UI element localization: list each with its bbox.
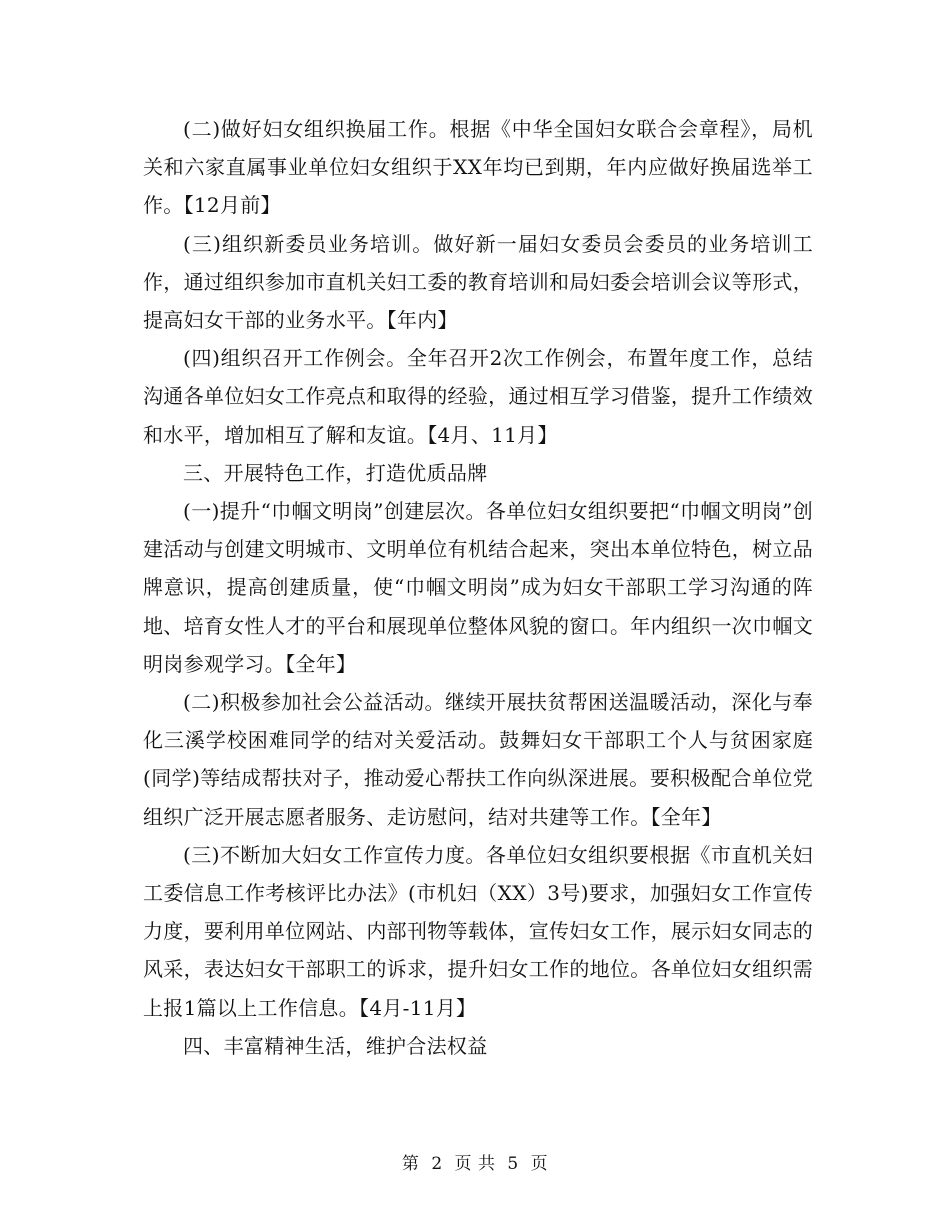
paragraph-section-3-item-1: (一)提升“巾帼文明岗”创建层次。各单位妇女组织要把“巾帼文明岗”创建活动与创建文明城市、文明单位有机结合起来，突出本单位特色，树立品牌意识，提高创建质量，使“巾帼文明岗”成为妇女干部职工学习沟通的阵地、培育女性人才的平台和展现单位整体风貌的窗口。年内组织一次巾帼文明岗参观学习。【全年】: [143, 499, 813, 676]
footer-total-pages: 5: [507, 1154, 519, 1174]
document-body: [143, 110, 813, 1065]
footer-suffix: 页: [530, 1154, 549, 1174]
page-footer: [0, 1152, 950, 1176]
paragraph-section-2-item-2: (二)做好妇女组织换届工作。根据《中华全国妇女联合会章程》，局机关和六家直属事业单位妇女组织于XX年均已到期，年内应做好换届选举工作。【12月前】: [143, 117, 813, 218]
paragraph-section-3-item-3: (三)不断加大妇女工作宣传力度。各单位妇女组织要根据《市直机关妇工委信息工作考核评比办法》(市机妇（XX）3号)要求，加强妇女工作宣传力度，要利用单位网站、内部刊物等载体，宣传妇女工作，展示妇女同志的风采，表达妇女干部职工的诉求，提升妇女工作的地位。各单位妇女组织需上报1篇以上工作信息。【4月-11月】: [143, 842, 813, 1020]
footer-prefix: 第: [401, 1154, 420, 1174]
footer-middle: 页 共: [454, 1154, 496, 1174]
paragraph-section-2-item-3: (三)组织新委员业务培训。做好新一届妇女委员会委员的业务培训工作，通过组织参加市直机关妇工委的教育培训和局妇委会培训会议等形式，提高妇女干部的业务水平。【年内】: [143, 231, 813, 333]
section-heading-3: 三、开展特色工作，打造优质品牌: [183, 460, 488, 485]
footer-current-page: 2: [431, 1154, 443, 1174]
section-heading-4: 四、丰富精神生活，维护合法权益: [183, 1033, 488, 1058]
paragraph-section-3-item-2: (二)积极参加社会公益活动。继续开展扶贫帮困送温暖活动，深化与奉化三溪学校困难同学的结对关爱活动。鼓舞妇女干部职工个人与贫困家庭(同学)等结成帮扶对子，推动爱心帮扶工作向纵深进展。要积极配合单位党组织广泛开展志愿者服务、走访慰问，结对共建等工作。【全年】: [143, 690, 813, 829]
paragraph-section-2-item-4: (四)组织召开工作例会。全年召开2次工作例会，布置年度工作，总结沟通各单位妇女工作亮点和取得的经验，通过相互学习借鉴，提升工作绩效和水平，增加相互了解和友谊。【4月、11月】: [143, 346, 813, 447]
